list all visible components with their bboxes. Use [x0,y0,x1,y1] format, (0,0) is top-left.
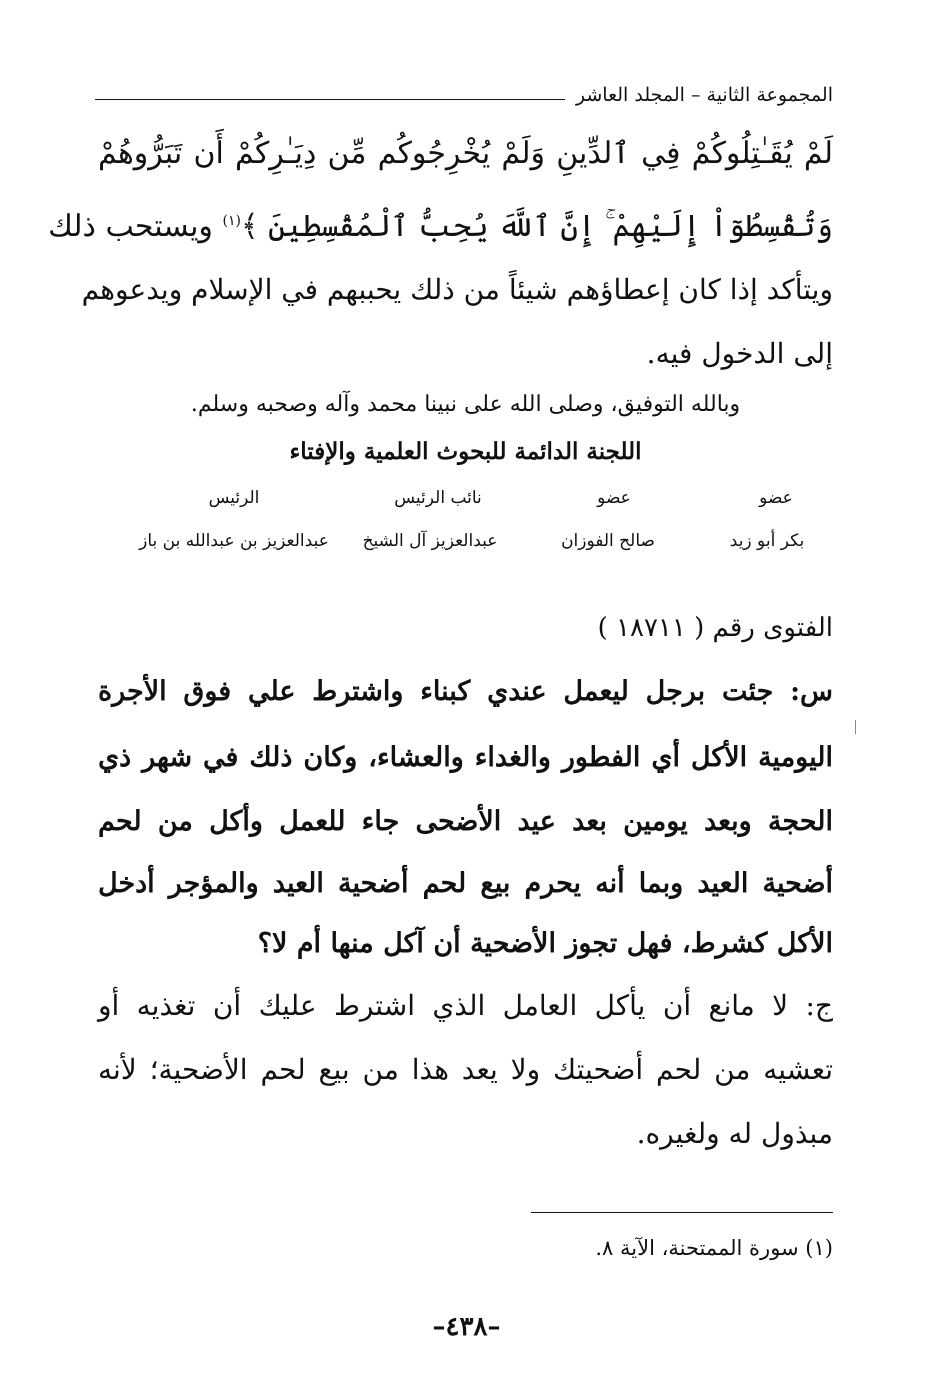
answer-line: تعشيه من لحم أضحيتك ولا يعد هذا من بيع لحم الأضحية؛ لأنه [98,1053,833,1086]
quran-verse-line-1: لَمْ يُقَـٰتِلُوكُمْ فِي ٱلدِّينِ وَلَمْ يُخْرِجُوكُم مِّن دِيَـٰرِكُمْ أَن تَبَرُّوهُمْ [98,136,833,171]
question-line: اليومية الأكل أي الفطور والغداء والعشاء، وكان ذلك في شهر ذي [98,742,833,773]
signatory-name: عبدالعزيز آل الشيخ [362,531,498,551]
signatory-role: الرئيس [208,488,260,508]
body-text-line: ويتأكد إذا كان إعطاؤهم شيئاً من ذلك يحببهم في الإسلام ويدعوهم [81,273,833,306]
question-line: س: جئت برجل ليعمل عندي كبناء واشترط علي فوق الأجرة [98,676,833,707]
signatory-role: عضو [759,488,793,508]
signatory-name: عبدالعزيز بن عبدالله بن باز [139,531,329,551]
answer-line: مبذول له ولغيره. [636,1117,833,1150]
body-text-line: إلى الدخول فيه. [646,337,833,370]
signatory-name: صالح الفوزان [561,531,655,551]
quran-verse-text: وَتُقْسِطُوٓاْ إِلَيْهِمْ ۚ إِنَّ ٱللَّهَ يُحِبُّ ٱلْمُقْسِطِينَ ﴾ [240,209,833,244]
footnote-reference: (١) [222,213,241,229]
question-line: أضحية العيد وبما أنه يحرم بيع لحم أضحية العيد والمؤجر أدخل [98,868,833,899]
margin-mark [855,720,856,734]
fatwa-number: الفتوى رقم ( ١٨٧١١ ) [597,613,833,643]
committee-title: اللجنة الدائمة للبحوث العلمية والإفتاء [289,438,642,465]
question-line: الحجة وبعد يومين بعد عيد الأضحى جاء للعمل وأكل من لحم [98,806,833,837]
quran-verse-line-2 [48,201,833,247]
answer-line: ج: لا مانع أن يأكل العامل الذي اشترط عليك أن تغذيه أو [98,989,833,1022]
body-text-tail: ويستحب ذلك [48,209,213,244]
signatory-role: نائب الرئيس [394,488,482,508]
page-number: –٤٣٨– [432,1312,501,1342]
header-rule [95,99,565,100]
footnote: (١) سورة الممتحنة، الآية ٨. [595,1236,833,1260]
signatory-name: بكر أبو زيد [729,531,805,551]
signatory-role: عضو [597,488,631,508]
question-line: الأكل كشرط، فهل تجوز الأضحية أن آكل منها أم لا؟ [257,928,833,959]
running-header: المجموعة الثانية – المجلد العاشر [575,84,833,106]
footnote-rule [531,1212,833,1213]
closing-statement: وبالله التوفيق، وصلى الله على نبينا محمد وآله وصحبه وسلم. [190,392,741,417]
